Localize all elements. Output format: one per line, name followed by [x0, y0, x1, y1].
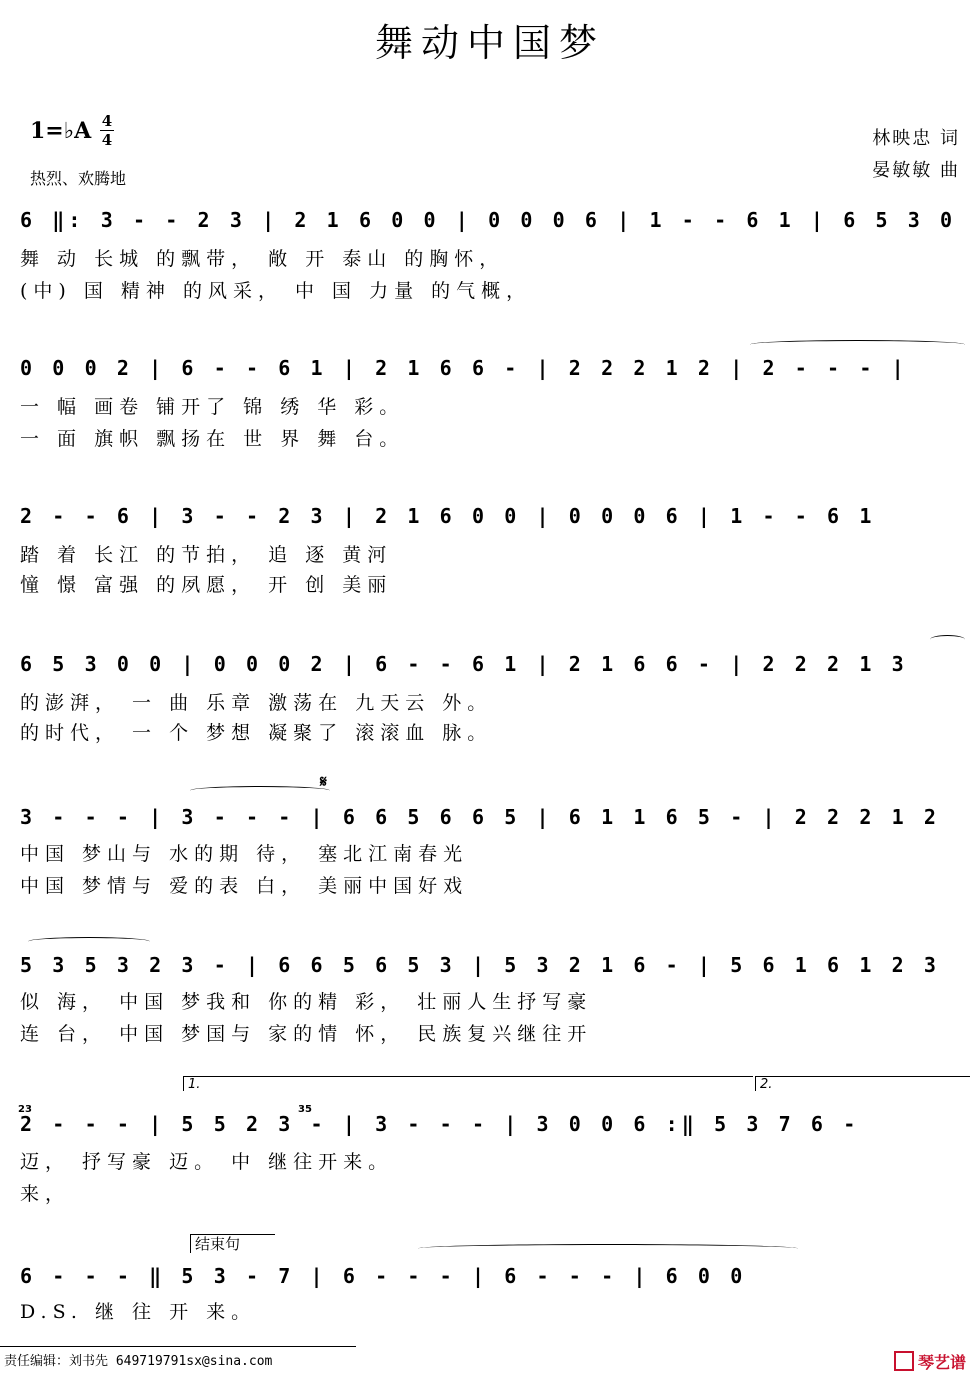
lyric-line-4-verse-1: 的澎湃， 一 曲 乐章 激荡在 九天云 外。 — [20, 692, 493, 714]
lyricist-credit: 林映忠 词 — [872, 128, 960, 149]
footer-divider — [0, 1346, 356, 1347]
tie-arc — [28, 937, 150, 946]
tempo-marking: 热烈、欢腾地 — [30, 169, 127, 188]
lyric-line-7-verse-1: 迈， 抒写豪 迈。 中 继往开来。 — [20, 1151, 394, 1173]
staff-line-6: 5 3 5 3 2 3 - | 6 6 5 6 5 3 | 5 3 2 1 6 - | 5 6 1 6 1 2 3 — [20, 953, 941, 977]
time-signature-bottom: 4 — [101, 131, 113, 149]
composer-credit: 晏敏敏 曲 — [872, 160, 960, 181]
lyric-line-1-verse-1: 舞 动 长城 的飘带， 敞 开 泰山 的胸怀， — [20, 248, 505, 270]
logo-icon — [894, 1351, 914, 1371]
editor-credit: 责任编辑：刘书先 649719791sx@sina.com — [4, 1354, 273, 1369]
staff-line-5: 3 - - - | 3 - - - | 6 6 5 6 6 5 | 6 1 1 6 5 - | 2 2 2 1 2 — [20, 805, 941, 829]
lyric-line-2-verse-2: 一 面 旗帜 飘扬在 世 界 舞 台。 — [20, 428, 405, 450]
staff-line-1: 6 ‖: 3 - - 2 3 | 2 1 6 0 0 | 0 0 0 6 | 1 - - 6 1 | 6 5 3 0 — [20, 208, 957, 232]
staff-line-2: 0 0 0 2 | 6 - - 6 1 | 2 1 6 6 - | 2 2 2 1 2 | 2 - - - | — [20, 356, 908, 380]
lyric-line-1-verse-2: (中) 国 精神 的风采， 中 国 力量 的气概， — [20, 280, 532, 302]
tie-arc — [930, 635, 965, 644]
time-signature — [100, 112, 114, 149]
staff-line-8: 6 - - - ‖ 5 3 - 7 | 6 - - - | 6 - - - | 6 0 0 — [20, 1264, 747, 1288]
site-logo-text: 琴艺谱 — [917, 1353, 966, 1372]
segno-sign: 𝄋 — [320, 772, 327, 791]
site-logo — [894, 1350, 966, 1373]
tie-arc — [750, 340, 965, 349]
lyric-line-5-verse-2: 中国 梦情与 爱的表 白， 美丽中国好戏 — [20, 875, 469, 897]
ending-section-label: 结束句 — [190, 1234, 275, 1253]
lyric-line-3-verse-1: 踏 着 长江 的节拍， 追 逐 黄河 — [20, 544, 393, 566]
key-signature: 1=♭A — [30, 118, 92, 144]
lyric-line-8: D.S. 继 往 开 来。 — [20, 1301, 257, 1323]
lyric-line-4-verse-2: 的时代， 一 个 梦想 凝聚了 滚滚血 脉。 — [20, 722, 493, 744]
lyric-line-6-verse-2: 连 台， 中国 梦国与 家的情 怀， 民族复兴继往开 — [20, 1023, 593, 1045]
time-signature-top: 4 — [101, 112, 113, 130]
staff-line-3: 2 - - 6 | 3 - - 2 3 | 2 1 6 0 0 | 0 0 0 6 | 1 - - 6 1 — [20, 504, 876, 528]
lyric-line-2-verse-1: 一 幅 画卷 铺开了 锦 绣 华 彩。 — [20, 396, 405, 418]
grace-note: 23 — [18, 1104, 32, 1115]
grace-note: 35 — [298, 1104, 312, 1115]
lyric-line-7-verse-2: 来， — [20, 1183, 71, 1205]
volta-second-ending: 2. — [755, 1076, 970, 1091]
tie-arc — [418, 1244, 798, 1253]
volta-first-ending: 1. — [183, 1076, 753, 1091]
song-title: 舞动中国梦 — [374, 21, 605, 65]
tie-arc — [190, 786, 330, 795]
staff-line-4: 6 5 3 0 0 | 0 0 0 2 | 6 - - 6 1 | 2 1 6 6 - | 2 2 2 1 3 — [20, 652, 908, 676]
lyric-line-6-verse-1: 似 海， 中国 梦我和 你的精 彩， 壮丽人生抒写豪 — [20, 991, 593, 1013]
lyric-line-3-verse-2: 憧 憬 富强 的夙愿， 开 创 美丽 — [20, 574, 393, 596]
staff-line-7: 2 - - - | 5 5 2 3 - | 3 - - - | 3 0 0 6 :‖ 5 3 7 6 - — [20, 1112, 860, 1136]
lyric-line-5-verse-1: 中国 梦山与 水的期 待， 塞北江南春光 — [20, 843, 469, 865]
